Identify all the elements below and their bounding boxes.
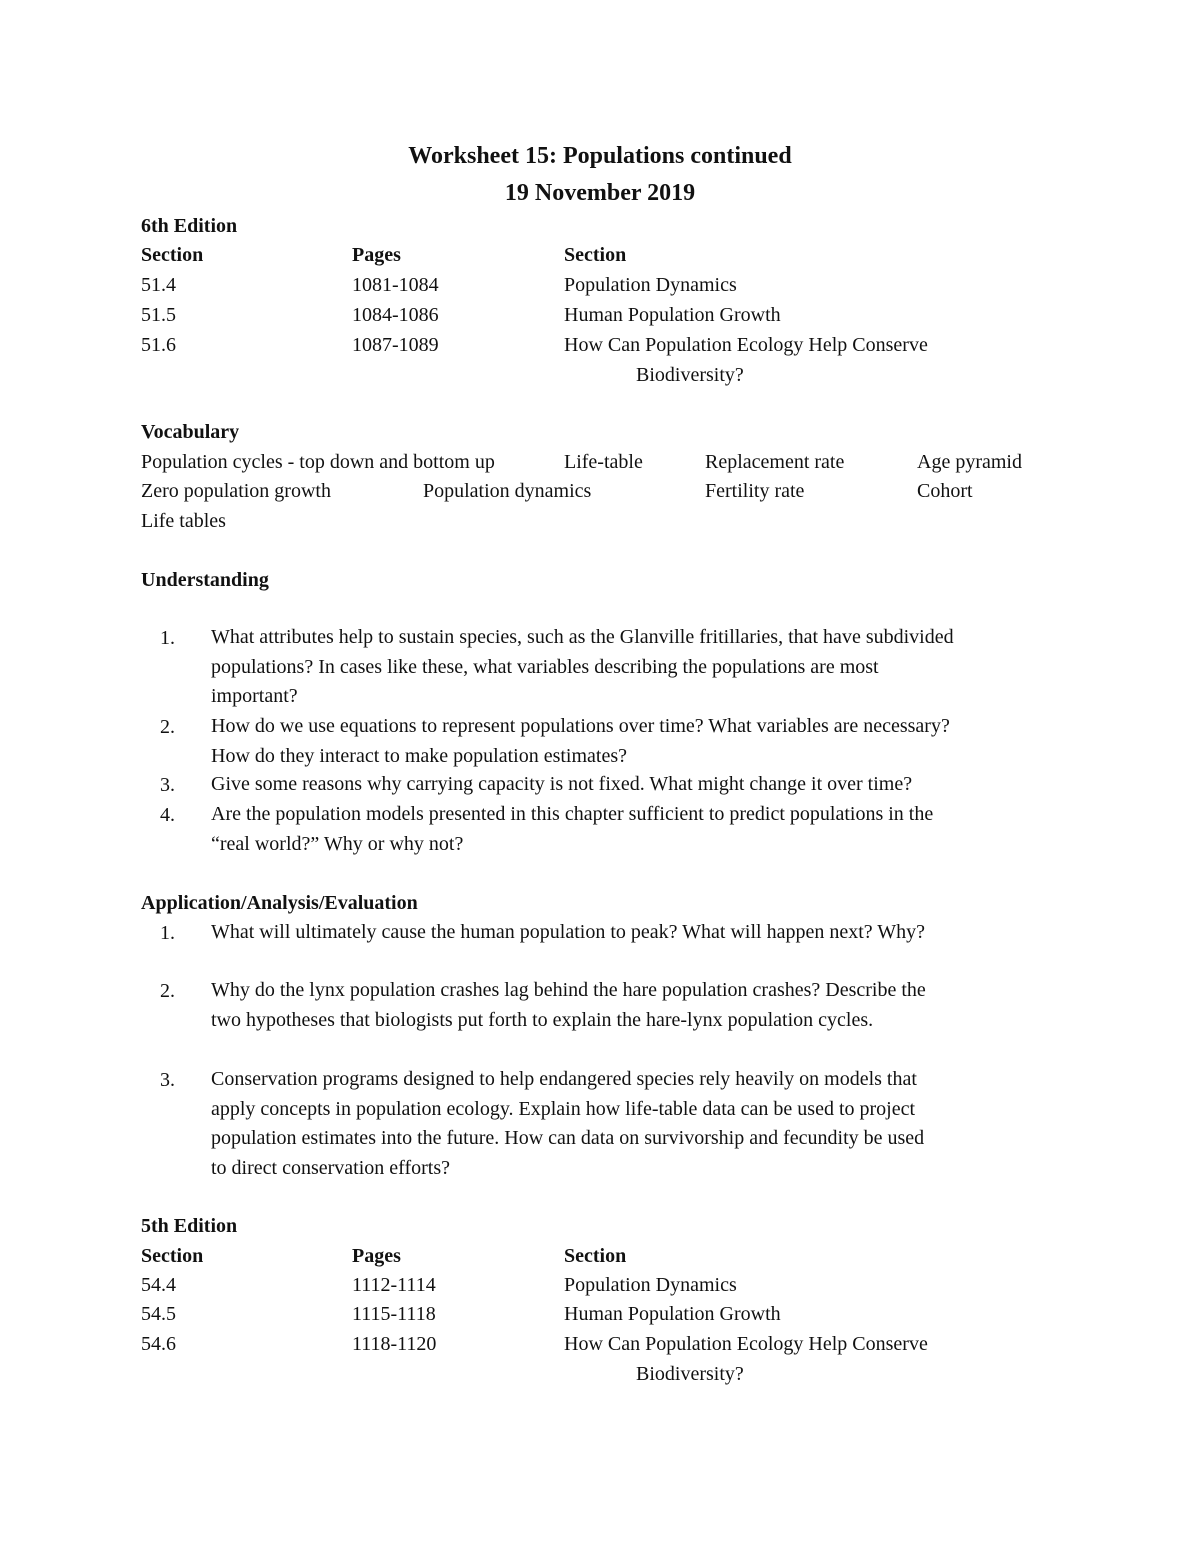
question-line: populations? In cases like these, what variables describing the populations are most (211, 655, 879, 678)
vocabulary-term: Cohort (917, 480, 973, 502)
table-cell-pages: 1115-1118 (352, 1303, 436, 1325)
table-cell-section: 51.6 (141, 334, 176, 356)
question-line: What attributes help to sustain species, such as the Glanville fritillaries, that have subdivided (211, 626, 954, 648)
vocabulary-term: Fertility rate (705, 480, 805, 502)
table-cell-title: Human Population Growth (564, 304, 781, 326)
table-cell-pages: 1087-1089 (352, 334, 439, 356)
question-text (211, 976, 1071, 1035)
question-line: to direct conservation efforts? (211, 1156, 450, 1179)
table-cell-title-continued: Biodiversity? (636, 364, 744, 386)
page-title: Worksheet 15: Populations continued (408, 143, 792, 169)
edition-6-heading: 6th Edition (141, 215, 238, 237)
page-date: 19 November 2019 (504, 180, 696, 206)
vocabulary-term: Age pyramid (917, 451, 1022, 473)
question-line: two hypotheses that biologists put forth to explain the hare-lynx population cycles. (211, 1008, 874, 1031)
table-cell-section: 54.5 (141, 1303, 176, 1325)
vocabulary-term: Population dynamics (423, 480, 592, 502)
column-header-section: Section (141, 244, 204, 266)
vocabulary-term: Life tables (141, 510, 226, 532)
question-line: apply concepts in population ecology. Explain how life-table data can be used to project (211, 1097, 916, 1120)
column-header-section-title: Section (564, 244, 627, 266)
question-line: What will ultimately cause the human population to peak? What will happen next? Why? (211, 921, 926, 943)
table-cell-section: 51.5 (141, 304, 176, 326)
question-line: important? (211, 685, 298, 707)
table-cell-pages: 1084-1086 (352, 304, 439, 326)
question-number: 3. (160, 774, 175, 796)
column-header-section-title: Section (564, 1245, 627, 1267)
vocabulary-term: Zero population growth (141, 480, 331, 502)
question-text (211, 918, 1071, 948)
table-cell-pages: 1081-1084 (352, 274, 439, 296)
vocabulary-term: Replacement rate (705, 451, 845, 473)
table-cell-title: How Can Population Ecology Help Conserve (564, 1333, 928, 1355)
question-text (211, 623, 1071, 712)
column-header-pages: Pages (352, 244, 401, 266)
question-number: 2. (160, 716, 175, 738)
table-cell-section: 54.4 (141, 1274, 176, 1296)
question-text (211, 712, 1071, 771)
column-header-pages: Pages (352, 1245, 401, 1267)
question-number: 4. (160, 804, 175, 826)
question-line: population estimates into the future. How can data on survivorship and fecundity be used (211, 1127, 925, 1149)
question-number: 2. (160, 980, 175, 1002)
table-cell-title: How Can Population Ecology Help Conserve (564, 334, 928, 356)
vocabulary-heading: Vocabulary (141, 421, 240, 443)
question-text (211, 800, 1071, 859)
column-header-section: Section (141, 1245, 204, 1267)
understanding-heading: Understanding (141, 569, 269, 591)
question-number: 1. (160, 922, 175, 944)
application-heading: Application/Analysis/Evaluation (141, 892, 418, 914)
question-text (211, 770, 1071, 800)
vocabulary-term: Population cycles - top down and bottom up (141, 451, 495, 473)
question-line: How do they interact to make population estimates? (211, 744, 627, 767)
table-cell-section: 54.6 (141, 1333, 176, 1355)
table-cell-pages: 1112-1114 (352, 1274, 436, 1296)
question-line: “real world?” Why or why not? (211, 832, 464, 855)
table-cell-title: Population Dynamics (564, 274, 737, 296)
question-number: 1. (160, 627, 175, 649)
vocabulary-term: Life-table (564, 451, 643, 473)
question-text (211, 1065, 1071, 1183)
question-line: How do we use equations to represent populations over time? What variables are necessary? (211, 715, 950, 737)
table-cell-pages: 1118-1120 (352, 1333, 437, 1355)
table-cell-title: Human Population Growth (564, 1303, 781, 1325)
edition-5-heading: 5th Edition (141, 1215, 238, 1237)
question-number: 3. (160, 1069, 175, 1091)
question-line: Are the population models presented in this chapter sufficient to predict populations in the (211, 803, 934, 825)
table-cell-title: Population Dynamics (564, 1274, 737, 1296)
table-cell-title-continued: Biodiversity? (636, 1363, 744, 1385)
question-line: Give some reasons why carrying capacity is not fixed. What might change it over time? (211, 773, 913, 795)
table-cell-section: 51.4 (141, 274, 176, 296)
question-line: Conservation programs designed to help endangered species rely heavily on models that (211, 1068, 917, 1090)
question-line: Why do the lynx population crashes lag behind the hare population crashes? Describe the (211, 979, 926, 1001)
